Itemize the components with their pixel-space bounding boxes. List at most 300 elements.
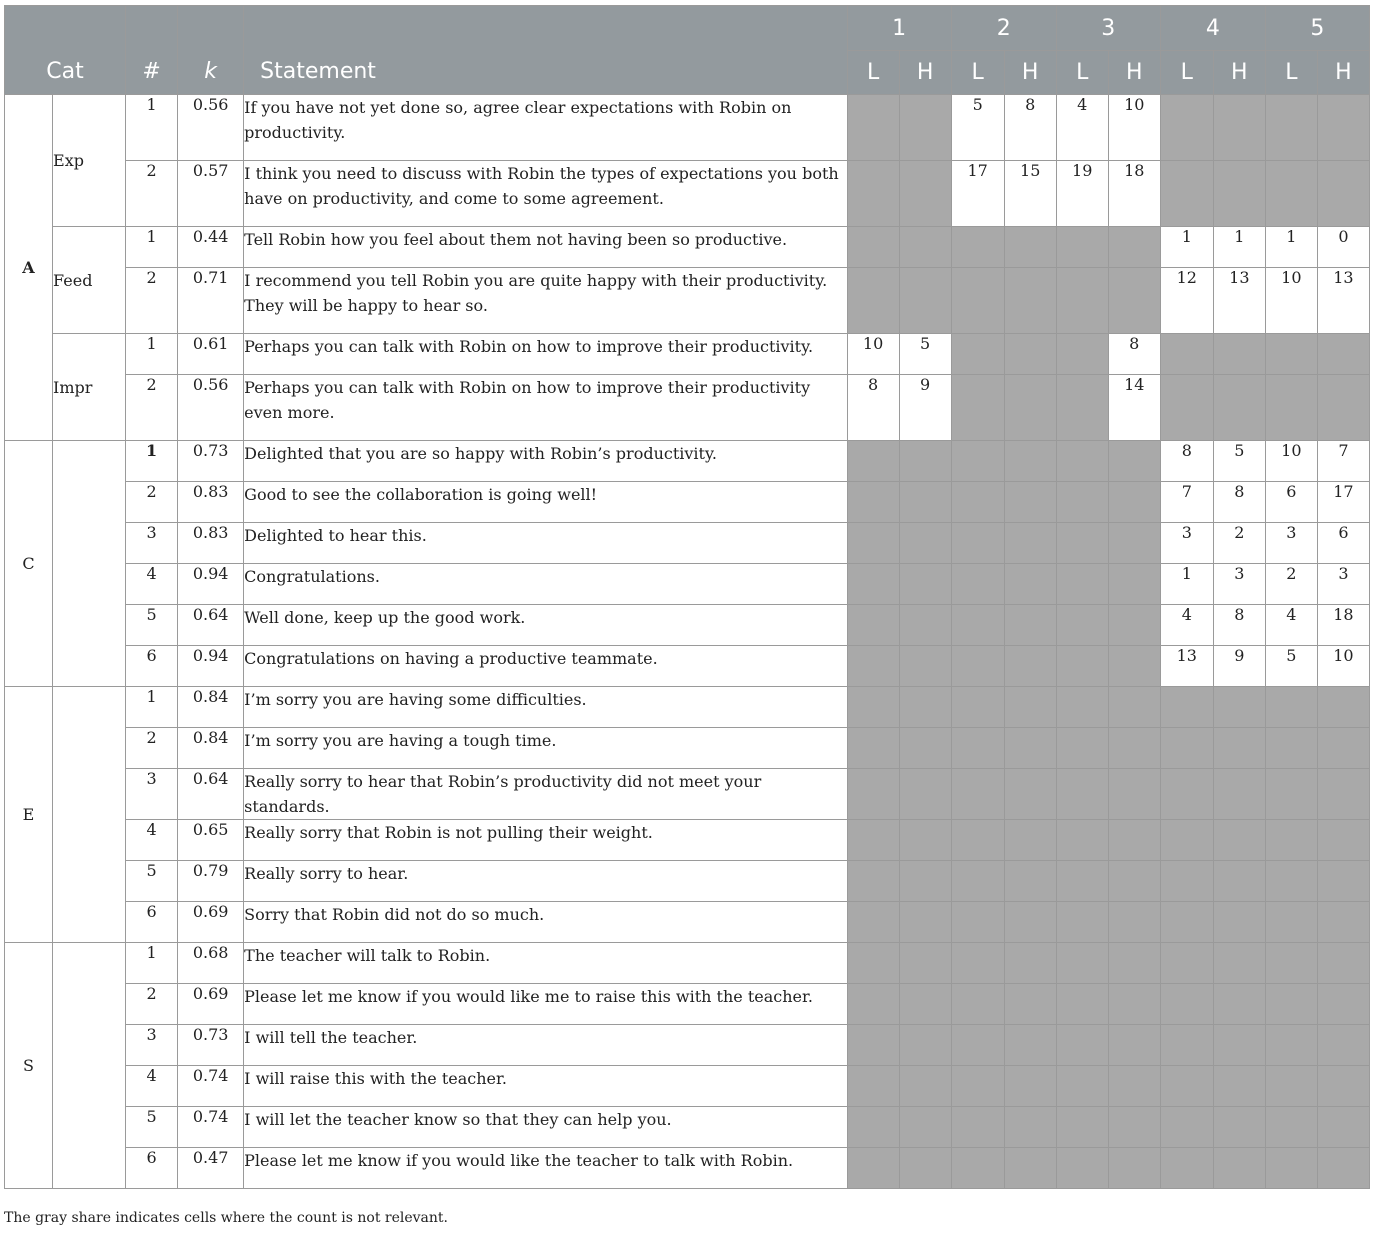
not-relevant-cell	[1108, 687, 1160, 728]
not-relevant-cell	[1160, 375, 1213, 441]
not-relevant-cell	[1056, 441, 1108, 482]
not-relevant-cell	[1265, 334, 1317, 375]
table-row	[5, 687, 1370, 728]
not-relevant-cell	[1317, 728, 1369, 769]
results-table	[4, 5, 1370, 1189]
table-row	[5, 564, 1370, 605]
not-relevant-cell	[847, 95, 899, 161]
row-number: 3	[126, 1025, 178, 1066]
not-relevant-cell	[1004, 820, 1056, 861]
not-relevant-cell	[847, 984, 899, 1025]
not-relevant-cell	[1004, 482, 1056, 523]
not-relevant-cell	[951, 605, 1004, 646]
row-number: 5	[126, 1107, 178, 1148]
count-cell: 6	[1265, 482, 1317, 523]
table-row	[5, 95, 1370, 161]
not-relevant-cell	[951, 861, 1004, 902]
not-relevant-cell	[951, 687, 1004, 728]
header-group-2: 2	[951, 6, 1056, 51]
count-cell: 15	[1004, 161, 1056, 227]
not-relevant-cell	[1213, 1066, 1265, 1107]
not-relevant-cell	[1213, 769, 1265, 820]
not-relevant-cell	[1056, 769, 1108, 820]
not-relevant-cell	[1213, 861, 1265, 902]
header-k: k	[178, 6, 244, 95]
not-relevant-cell	[1056, 687, 1108, 728]
not-relevant-cell	[1265, 95, 1317, 161]
not-relevant-cell	[1160, 161, 1213, 227]
header-cat: Cat	[5, 6, 126, 95]
not-relevant-cell	[1213, 161, 1265, 227]
row-number: 6	[126, 1148, 178, 1189]
not-relevant-cell	[1108, 227, 1160, 268]
not-relevant-cell	[1265, 984, 1317, 1025]
not-relevant-cell	[951, 375, 1004, 441]
statement-text: Perhaps you can talk with Robin on how to improve their productivity even more.	[244, 375, 847, 441]
not-relevant-cell	[1160, 728, 1213, 769]
not-relevant-cell	[1160, 1148, 1213, 1189]
row-number: 6	[126, 902, 178, 943]
not-relevant-cell	[1213, 95, 1265, 161]
header-low: L	[951, 51, 1004, 95]
not-relevant-cell	[1004, 902, 1056, 943]
statement-text: I will tell the teacher.	[244, 1025, 847, 1066]
not-relevant-cell	[1160, 984, 1213, 1025]
statement-text: I’m sorry you are having some difficulties.	[244, 687, 847, 728]
not-relevant-cell	[1160, 687, 1213, 728]
table-row	[5, 605, 1370, 646]
statement-text: The teacher will talk to Robin.	[244, 943, 847, 984]
statement-text: I recommend you tell Robin you are quite happy with their productivity. They will be happy to hear so.	[244, 268, 847, 334]
table-row	[5, 646, 1370, 687]
not-relevant-cell	[1056, 482, 1108, 523]
not-relevant-cell	[899, 227, 951, 268]
count-cell: 3	[1160, 523, 1213, 564]
count-cell: 10	[1265, 441, 1317, 482]
kappa-value: 0.73	[178, 1025, 244, 1066]
not-relevant-cell	[847, 861, 899, 902]
not-relevant-cell	[1160, 769, 1213, 820]
not-relevant-cell	[847, 646, 899, 687]
not-relevant-cell	[1108, 1066, 1160, 1107]
kappa-value: 0.94	[178, 646, 244, 687]
not-relevant-cell	[1004, 375, 1056, 441]
not-relevant-cell	[1265, 902, 1317, 943]
not-relevant-cell	[899, 984, 951, 1025]
not-relevant-cell	[1265, 820, 1317, 861]
count-cell: 13	[1160, 646, 1213, 687]
count-cell: 9	[1213, 646, 1265, 687]
kappa-value: 0.57	[178, 161, 244, 227]
table-row	[5, 482, 1370, 523]
kappa-value: 0.56	[178, 375, 244, 441]
not-relevant-cell	[1213, 820, 1265, 861]
not-relevant-cell	[1108, 902, 1160, 943]
not-relevant-cell	[1160, 1066, 1213, 1107]
count-cell: 10	[1317, 646, 1369, 687]
not-relevant-cell	[1004, 984, 1056, 1025]
count-cell: 2	[1213, 523, 1265, 564]
not-relevant-cell	[1317, 95, 1369, 161]
count-cell: 3	[1265, 523, 1317, 564]
not-relevant-cell	[1004, 605, 1056, 646]
not-relevant-cell	[1056, 227, 1108, 268]
header-num: #	[126, 6, 178, 95]
not-relevant-cell	[1108, 482, 1160, 523]
count-cell: 4	[1265, 605, 1317, 646]
kappa-value: 0.84	[178, 687, 244, 728]
not-relevant-cell	[1004, 1066, 1056, 1107]
not-relevant-cell	[1108, 523, 1160, 564]
header-high: H	[1317, 51, 1369, 95]
not-relevant-cell	[1004, 441, 1056, 482]
count-cell: 12	[1160, 268, 1213, 334]
statement-text: I will raise this with the teacher.	[244, 1066, 847, 1107]
header-high: H	[1108, 51, 1160, 95]
statement-text: Delighted to hear this.	[244, 523, 847, 564]
not-relevant-cell	[847, 769, 899, 820]
kappa-value: 0.44	[178, 227, 244, 268]
not-relevant-cell	[951, 564, 1004, 605]
not-relevant-cell	[1213, 1148, 1265, 1189]
table-row	[5, 984, 1370, 1025]
kappa-value: 0.61	[178, 334, 244, 375]
not-relevant-cell	[847, 1148, 899, 1189]
not-relevant-cell	[1317, 769, 1369, 820]
row-number: 2	[126, 728, 178, 769]
row-number: 2	[126, 984, 178, 1025]
statement-text: Please let me know if you would like the teacher to talk with Robin.	[244, 1148, 847, 1189]
kappa-value: 0.56	[178, 95, 244, 161]
header-low: L	[1265, 51, 1317, 95]
not-relevant-cell	[847, 441, 899, 482]
not-relevant-cell	[1108, 728, 1160, 769]
kappa-value: 0.84	[178, 728, 244, 769]
kappa-value: 0.47	[178, 1148, 244, 1189]
not-relevant-cell	[1004, 861, 1056, 902]
not-relevant-cell	[1056, 523, 1108, 564]
not-relevant-cell	[951, 1025, 1004, 1066]
not-relevant-cell	[1056, 943, 1108, 984]
not-relevant-cell	[899, 95, 951, 161]
row-number: 1	[126, 227, 178, 268]
table-row	[5, 769, 1370, 820]
not-relevant-cell	[899, 646, 951, 687]
count-cell: 1	[1213, 227, 1265, 268]
statement-text: I will let the teacher know so that they can help you.	[244, 1107, 847, 1148]
not-relevant-cell	[951, 984, 1004, 1025]
kappa-value: 0.68	[178, 943, 244, 984]
count-cell: 1	[1160, 564, 1213, 605]
table-row	[5, 227, 1370, 268]
not-relevant-cell	[951, 820, 1004, 861]
kappa-value: 0.69	[178, 902, 244, 943]
not-relevant-cell	[1056, 861, 1108, 902]
count-cell: 8	[1213, 605, 1265, 646]
statement-text: Really sorry to hear.	[244, 861, 847, 902]
not-relevant-cell	[1160, 861, 1213, 902]
count-cell: 3	[1213, 564, 1265, 605]
header-group-1: 1	[847, 6, 951, 51]
not-relevant-cell	[951, 334, 1004, 375]
count-cell: 10	[847, 334, 899, 375]
row-number: 3	[126, 523, 178, 564]
count-cell: 1	[1265, 227, 1317, 268]
table-row	[5, 943, 1370, 984]
not-relevant-cell	[1317, 1148, 1369, 1189]
count-cell: 5	[951, 95, 1004, 161]
not-relevant-cell	[1317, 1025, 1369, 1066]
not-relevant-cell	[899, 1066, 951, 1107]
not-relevant-cell	[1056, 375, 1108, 441]
statement-text: Delighted that you are so happy with Robin’s productivity.	[244, 441, 847, 482]
not-relevant-cell	[847, 564, 899, 605]
statement-text: I think you need to discuss with Robin the types of expectations you both have on productivity, and come to some agreement.	[244, 161, 847, 227]
not-relevant-cell	[847, 1107, 899, 1148]
subcategory-cell: Feed	[53, 227, 126, 334]
count-cell: 8	[1213, 482, 1265, 523]
not-relevant-cell	[951, 523, 1004, 564]
table-row	[5, 902, 1370, 943]
header-high: H	[1213, 51, 1265, 95]
not-relevant-cell	[1108, 605, 1160, 646]
table-row	[5, 861, 1370, 902]
kappa-value: 0.79	[178, 861, 244, 902]
count-cell: 7	[1160, 482, 1213, 523]
not-relevant-cell	[899, 1025, 951, 1066]
count-cell: 5	[899, 334, 951, 375]
not-relevant-cell	[1265, 375, 1317, 441]
not-relevant-cell	[1160, 820, 1213, 861]
subcategory-cell	[53, 943, 126, 1189]
not-relevant-cell	[951, 1148, 1004, 1189]
not-relevant-cell	[899, 820, 951, 861]
not-relevant-cell	[899, 564, 951, 605]
not-relevant-cell	[1004, 728, 1056, 769]
subcategory-cell: Exp	[53, 95, 126, 227]
not-relevant-cell	[1265, 1066, 1317, 1107]
not-relevant-cell	[847, 943, 899, 984]
count-cell: 14	[1108, 375, 1160, 441]
table-row	[5, 728, 1370, 769]
not-relevant-cell	[1265, 943, 1317, 984]
row-number: 2	[126, 482, 178, 523]
count-cell: 4	[1160, 605, 1213, 646]
statement-text: Really sorry to hear that Robin’s productivity did not meet your standards.	[244, 769, 847, 820]
count-cell: 13	[1317, 268, 1369, 334]
row-number: 2	[126, 161, 178, 227]
not-relevant-cell	[1213, 728, 1265, 769]
not-relevant-cell	[1265, 1148, 1317, 1189]
not-relevant-cell	[899, 1148, 951, 1189]
kappa-value: 0.71	[178, 268, 244, 334]
not-relevant-cell	[1160, 1107, 1213, 1148]
table-row	[5, 523, 1370, 564]
count-cell: 8	[1108, 334, 1160, 375]
not-relevant-cell	[1160, 1025, 1213, 1066]
not-relevant-cell	[1213, 984, 1265, 1025]
count-cell: 8	[1004, 95, 1056, 161]
count-cell: 19	[1056, 161, 1108, 227]
not-relevant-cell	[951, 227, 1004, 268]
not-relevant-cell	[1108, 564, 1160, 605]
not-relevant-cell	[899, 482, 951, 523]
kappa-value: 0.64	[178, 769, 244, 820]
not-relevant-cell	[1108, 943, 1160, 984]
statement-text: Please let me know if you would like me to raise this with the teacher.	[244, 984, 847, 1025]
not-relevant-cell	[1213, 943, 1265, 984]
not-relevant-cell	[951, 268, 1004, 334]
not-relevant-cell	[1213, 375, 1265, 441]
not-relevant-cell	[1004, 334, 1056, 375]
not-relevant-cell	[1265, 728, 1317, 769]
not-relevant-cell	[899, 728, 951, 769]
not-relevant-cell	[1160, 95, 1213, 161]
not-relevant-cell	[847, 1066, 899, 1107]
row-number: 1	[126, 95, 178, 161]
not-relevant-cell	[1056, 605, 1108, 646]
kappa-value: 0.74	[178, 1107, 244, 1148]
kappa-value: 0.65	[178, 820, 244, 861]
subcategory-cell	[53, 441, 126, 687]
category-cell: S	[5, 943, 53, 1189]
count-cell: 8	[1160, 441, 1213, 482]
not-relevant-cell	[1108, 1025, 1160, 1066]
count-cell: 17	[951, 161, 1004, 227]
not-relevant-cell	[1317, 943, 1369, 984]
statement-text: Really sorry that Robin is not pulling their weight.	[244, 820, 847, 861]
not-relevant-cell	[1213, 1107, 1265, 1148]
kappa-value: 0.74	[178, 1066, 244, 1107]
not-relevant-cell	[1265, 861, 1317, 902]
count-cell: 9	[899, 375, 951, 441]
not-relevant-cell	[1108, 861, 1160, 902]
not-relevant-cell	[847, 687, 899, 728]
not-relevant-cell	[847, 902, 899, 943]
statement-text: I’m sorry you are having a tough time.	[244, 728, 847, 769]
count-cell: 8	[847, 375, 899, 441]
not-relevant-cell	[1108, 1107, 1160, 1148]
not-relevant-cell	[1056, 334, 1108, 375]
row-number: 2	[126, 268, 178, 334]
header-group-3: 3	[1056, 6, 1160, 51]
not-relevant-cell	[1056, 268, 1108, 334]
not-relevant-cell	[899, 769, 951, 820]
kappa-value: 0.69	[178, 984, 244, 1025]
header-low: L	[1160, 51, 1213, 95]
row-number: 4	[126, 1066, 178, 1107]
not-relevant-cell	[1160, 334, 1213, 375]
not-relevant-cell	[899, 161, 951, 227]
not-relevant-cell	[1056, 1107, 1108, 1148]
table-row	[5, 268, 1370, 334]
not-relevant-cell	[1004, 227, 1056, 268]
not-relevant-cell	[847, 268, 899, 334]
not-relevant-cell	[1265, 1107, 1317, 1148]
not-relevant-cell	[1213, 334, 1265, 375]
header-high: H	[1004, 51, 1056, 95]
kappa-value: 0.83	[178, 523, 244, 564]
not-relevant-cell	[1108, 1148, 1160, 1189]
header-low: L	[1056, 51, 1108, 95]
count-cell: 18	[1108, 161, 1160, 227]
not-relevant-cell	[1213, 687, 1265, 728]
row-number: 4	[126, 564, 178, 605]
table-row	[5, 1148, 1370, 1189]
count-cell: 1	[1160, 227, 1213, 268]
statement-text: Perhaps you can talk with Robin on how to improve their productivity.	[244, 334, 847, 375]
count-cell: 2	[1265, 564, 1317, 605]
not-relevant-cell	[847, 523, 899, 564]
category-cell: C	[5, 441, 53, 687]
not-relevant-cell	[951, 646, 1004, 687]
header-high: H	[899, 51, 951, 95]
not-relevant-cell	[1317, 687, 1369, 728]
statement-text: Well done, keep up the good work.	[244, 605, 847, 646]
not-relevant-cell	[1317, 1107, 1369, 1148]
not-relevant-cell	[951, 902, 1004, 943]
not-relevant-cell	[1056, 1148, 1108, 1189]
row-number: 5	[126, 605, 178, 646]
category-cell: E	[5, 687, 53, 943]
not-relevant-cell	[1160, 902, 1213, 943]
kappa-value: 0.94	[178, 564, 244, 605]
count-cell: 13	[1213, 268, 1265, 334]
count-cell: 4	[1056, 95, 1108, 161]
row-number: 2	[126, 375, 178, 441]
not-relevant-cell	[847, 161, 899, 227]
subcategory-cell: Impr	[53, 334, 126, 441]
not-relevant-cell	[1004, 687, 1056, 728]
kappa-value: 0.64	[178, 605, 244, 646]
not-relevant-cell	[899, 1107, 951, 1148]
not-relevant-cell	[899, 687, 951, 728]
not-relevant-cell	[1056, 984, 1108, 1025]
not-relevant-cell	[1004, 1148, 1056, 1189]
not-relevant-cell	[1056, 1025, 1108, 1066]
table-row	[5, 1025, 1370, 1066]
row-number: 4	[126, 820, 178, 861]
not-relevant-cell	[1004, 646, 1056, 687]
not-relevant-cell	[1056, 820, 1108, 861]
not-relevant-cell	[1317, 820, 1369, 861]
header-low: L	[847, 51, 899, 95]
statement-text: Congratulations.	[244, 564, 847, 605]
row-number: 5	[126, 861, 178, 902]
table-row	[5, 1066, 1370, 1107]
not-relevant-cell	[951, 482, 1004, 523]
kappa-value: 0.73	[178, 441, 244, 482]
count-cell: 18	[1317, 605, 1369, 646]
not-relevant-cell	[1265, 687, 1317, 728]
not-relevant-cell	[1160, 943, 1213, 984]
table-row	[5, 820, 1370, 861]
not-relevant-cell	[1056, 1066, 1108, 1107]
count-cell: 0	[1317, 227, 1369, 268]
statement-text: Congratulations on having a productive teammate.	[244, 646, 847, 687]
kappa-value: 0.83	[178, 482, 244, 523]
not-relevant-cell	[899, 605, 951, 646]
not-relevant-cell	[1108, 646, 1160, 687]
category-cell: A	[5, 95, 53, 441]
count-cell: 6	[1317, 523, 1369, 564]
not-relevant-cell	[1265, 1025, 1317, 1066]
not-relevant-cell	[899, 902, 951, 943]
header-group-4: 4	[1160, 6, 1265, 51]
count-cell: 7	[1317, 441, 1369, 482]
statement-text: Sorry that Robin did not do so much.	[244, 902, 847, 943]
not-relevant-cell	[951, 1066, 1004, 1107]
